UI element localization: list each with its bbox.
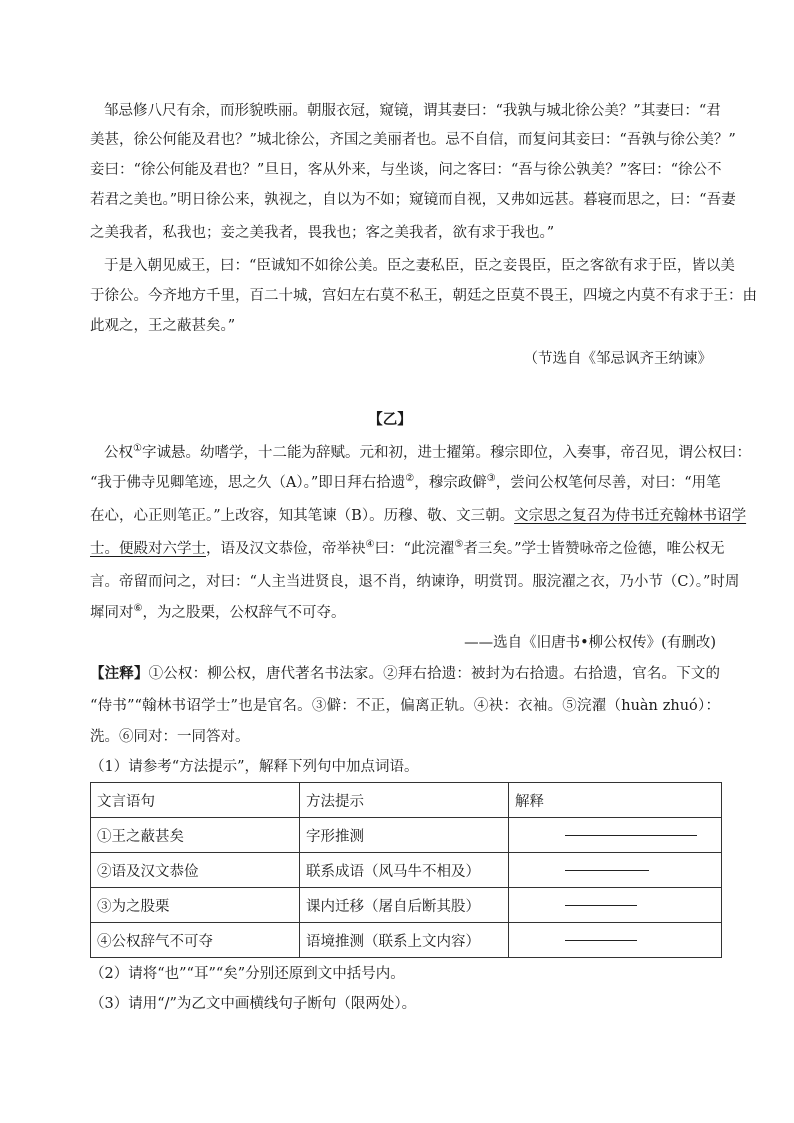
jia-source: （节选自《邹忌讽齐王纳谏》 bbox=[523, 351, 712, 367]
yi-text: 在心，心正则笔正。”上改容，知其笔谏（B）。历穆、敬、文三朝。 bbox=[90, 508, 515, 524]
table-row bbox=[91, 818, 722, 853]
jia-line-3: 妾曰：“徐公何能及君也？”旦日，客从外来，与坐谈，问之客曰：“吾与徐公孰美？”客曰：“徐公不 bbox=[90, 162, 722, 178]
table-cell-method: 课内迁移（屠自后断其股） bbox=[300, 888, 509, 923]
underlined-sentence: 文宗思之复召为侍书迁充翰林书诏学 bbox=[514, 508, 747, 524]
notes-line-1 bbox=[90, 664, 720, 684]
table-cell-sentence: ②语及汉文恭俭 bbox=[91, 853, 300, 888]
table-row bbox=[91, 853, 722, 888]
table-cell-method: 联系成语（风马牛不相及） bbox=[300, 853, 509, 888]
yi-line-3 bbox=[90, 506, 747, 526]
yi-text: 字诚悬。幼嗜学，十二能为辞赋。元和初，进士擢第。穆宗即位，入奏事，帝召见，谓公权曰： bbox=[141, 445, 751, 461]
table-cell-sentence: ①王之蔽甚矣 bbox=[91, 818, 300, 853]
note-ref: ③ bbox=[486, 473, 496, 484]
yi-heading: 【乙】 bbox=[368, 411, 412, 428]
jia-line-6: 于是入朝见威王，曰：“臣诚知不如徐公美。臣之妻私臣，臣之妾畏臣，臣之客欲有求于臣，皆以美 bbox=[104, 258, 735, 274]
jia-line-8: 此观之，王之蔽甚矣。” bbox=[90, 318, 236, 334]
yi-text: “我于佛寺见卿笔迹，思之久（A）。”即日拜右拾遗 bbox=[90, 475, 406, 491]
jia-line-5: 之美我者，私我也；妾之美我者，畏我也；客之美我者，欲有求于我也。” bbox=[90, 225, 555, 241]
table-header: 解释 bbox=[509, 783, 722, 818]
note-ref: ④ bbox=[365, 539, 375, 550]
yi-text: ，穆宗政僻 bbox=[414, 475, 487, 491]
yi-source: ——选自《旧唐书•柳公权传》(有删改) bbox=[464, 635, 716, 651]
yi-line-5: 言。帝留而问之，对曰：“人主当进贤良，退不肖，纳谏诤，明赏罚。服浣濯之衣，乃小节（C）。”时周 bbox=[90, 574, 740, 590]
method-table bbox=[90, 782, 722, 958]
notes-text: ①公权：柳公权，唐代著名书法家。②拜右拾遗：被封为右拾遗。右拾遗，官名。下文的 bbox=[148, 666, 721, 682]
note-ref: ① bbox=[133, 443, 142, 454]
answer-cell[interactable] bbox=[509, 923, 722, 958]
answer-blank[interactable] bbox=[565, 869, 649, 871]
yi-text: ，为之股栗，公权辞气不可夺。 bbox=[142, 605, 346, 621]
table-header: 方法提示 bbox=[300, 783, 509, 818]
table-cell-sentence: ④公权辞气不可夺 bbox=[91, 923, 300, 958]
table-row bbox=[91, 888, 722, 923]
answer-cell[interactable] bbox=[509, 818, 722, 853]
yi-text: 公权 bbox=[104, 445, 133, 461]
yi-line-4 bbox=[90, 539, 725, 559]
note-ref: ② bbox=[405, 473, 415, 484]
notes-line-3: 洗。⑥同对：一同答对。 bbox=[90, 729, 250, 745]
yi-text: ，语及汉文恭俭，帝举袂 bbox=[206, 541, 366, 557]
table-cell-method: 字形推测 bbox=[300, 818, 509, 853]
jia-line-4: 若君之美也。”明日徐公来，孰视之，自以为不如；窥镜而自视，又弗如远甚。暮寝而思之，曰：“吾妻 bbox=[90, 192, 736, 208]
table-cell-sentence: ③为之股栗 bbox=[91, 888, 300, 923]
answer-blank[interactable] bbox=[565, 834, 697, 836]
yi-text: ，尝问公权笔何尽善，对曰：“用笔 bbox=[495, 475, 721, 491]
answer-cell[interactable] bbox=[509, 853, 722, 888]
notes-line-2: “侍书”“翰林书诏学士”也是官名。③僻：不正，偏离正轨。④袂：衣袖。⑤浣濯（huàn zhuó）： bbox=[90, 698, 720, 714]
yi-text: 曰：“此浣濯 bbox=[374, 541, 455, 557]
note-ref: ⑤ bbox=[454, 539, 464, 550]
yi-text: 墀同对 bbox=[90, 605, 134, 621]
question-1: （1）请参考“方法提示”，解释下列句中加点词语。 bbox=[90, 759, 419, 775]
yi-line-6 bbox=[90, 603, 720, 623]
answer-cell[interactable] bbox=[509, 888, 722, 923]
yi-line-1 bbox=[104, 443, 751, 463]
yi-line-2 bbox=[90, 473, 720, 493]
question-2: （2）请将“也”“耳”“矣”分别还原到文中括号内。 bbox=[90, 966, 405, 982]
yi-text: 者三矣。”学士皆赞咏帝之俭德，唯公权无 bbox=[463, 541, 725, 557]
jia-line-7: 于徐公。今齐地方千里，百二十城，宫妇左右莫不私王，朝廷之臣莫不畏王，四境之内莫不有求于王：由 bbox=[90, 288, 757, 304]
notes-label: 【注释】 bbox=[90, 665, 149, 682]
table-header-row bbox=[91, 783, 722, 818]
question-3: （3）请用“/”为乙文中画横线句子断句（限两处）。 bbox=[90, 996, 417, 1012]
answer-blank[interactable] bbox=[565, 904, 637, 906]
jia-line-2: 美甚，徐公何能及君也？”城北徐公，齐国之美丽者也。忌不自信，而复问其妾曰：“吾孰与徐公美？” bbox=[90, 132, 736, 148]
underlined-sentence: 士。便殿对六学士 bbox=[90, 541, 206, 557]
table-cell-method: 语境推测（联系上文内容） bbox=[300, 923, 509, 958]
answer-blank[interactable] bbox=[565, 939, 637, 941]
table-row bbox=[91, 923, 722, 958]
note-ref: ⑥ bbox=[133, 603, 143, 614]
table-header: 文言语句 bbox=[91, 783, 300, 818]
jia-line-1: 邹忌修八尺有余，而形貌昳丽。朝服衣冠，窥镜，谓其妻曰：“我孰与城北徐公美？”其妻曰：“君 bbox=[104, 103, 721, 119]
